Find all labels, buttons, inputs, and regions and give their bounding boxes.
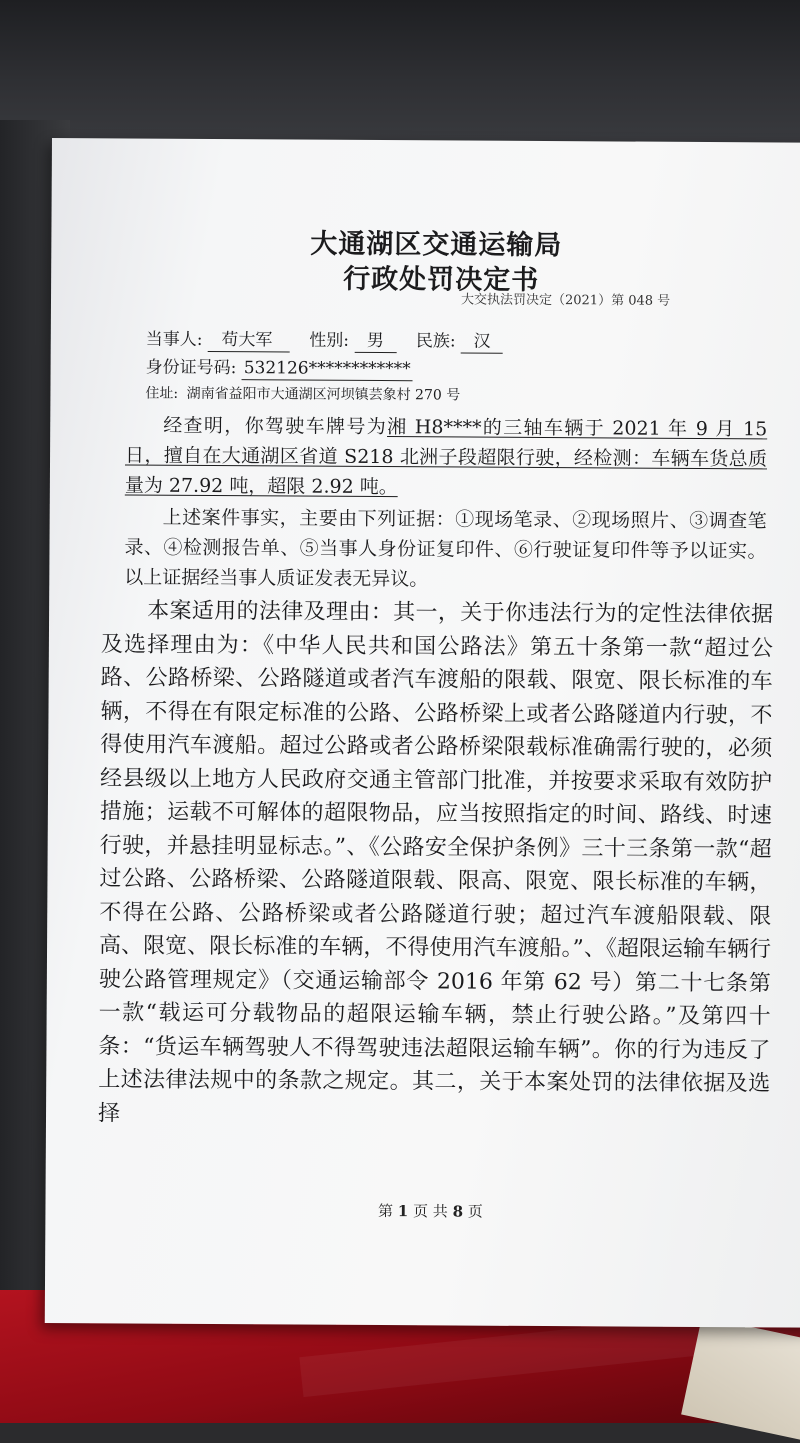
finding-details: 湘 H8****的三轴车辆于 2021 年 9 月 15 日，擅自在大通湖区省道 S218 北洲子段超限行驶，经检测：车辆车货总质量为 27.92 吨，超限 2.92 吨。 [124, 416, 768, 499]
id-number: 532126************ [242, 357, 413, 381]
finding-prefix: 经查明，你驾驶车牌号为 [163, 414, 388, 439]
pale-object [681, 1317, 800, 1443]
ethnicity-label: 民族: [415, 331, 456, 352]
document-type-title: 行政处罚决定书 [343, 263, 540, 296]
party-name: 苟大军 [208, 329, 290, 353]
page-footer [45, 1198, 800, 1224]
id-row [146, 353, 427, 382]
page-current: 1 [397, 1202, 409, 1221]
agency-title: 大通湖区交通运输局 [310, 228, 563, 262]
party-label: 当事人: [145, 329, 203, 350]
gender-label: 性别: [309, 330, 350, 351]
gender-value: 男 [354, 330, 396, 353]
page-total: 8 [452, 1202, 464, 1221]
address-row [145, 383, 460, 405]
legal-basis-paragraph: 本案适用的法律及理由：其一，关于你违法行为的定性法律依据及选择理由为：《中华人民共和国公路法》第五十条第一款“超过公路、公路桥梁、公路隧道或者汽车渡船的限载、限宽、限长标准的车辆，不得在有限定标准的公路、公路桥梁上或者公路隧道内行驶，不得使用汽车渡船。超过公路或者公路桥梁限载标准确需行驶的，必须经县级以上地方人民政府交通主管部门批准，并按要求采取有效防护措施；运载不可解体的超限物品，应当按照指定的时间、路线、时速行驶，并悬挂明显标志。”、《公路安全保护条例》三十三条第一款“超过公路、公路桥梁、公路隧道限载、限高、限宽、限长标准的车辆，不得在公路、公路桥梁或者公路隧道行驶；超过汽车渡船限载、限高、限宽、限长标准的车辆，不得使用汽车渡船。”、《超限运输车辆行驶公路管理规定》（交通运输部令 2016 年第 62 号）第二十七条第一款“载运可分载物品的超限运输车辆，禁止行驶公路。”及第四十条：“货运车辆驾驶人不得驾驶违法超限运输车辆”。你的行为违反了上述法律法规中的条款之规定。其二，关于本案处罚的法律依据及选择 [97, 598, 774, 1126]
party-info-row [146, 325, 517, 354]
document-number: 大交执法罚决定（2021）第 048 号 [460, 292, 671, 309]
address-label: 住址: [145, 385, 179, 402]
id-label: 身份证号码: [145, 357, 237, 379]
footer-prefix: 第 [377, 1202, 394, 1221]
footer-middle: 页 共 [413, 1202, 448, 1221]
finding-paragraph [125, 410, 768, 504]
evidence-paragraph: 上述案件事实，主要由下列证据：①现场笔录、②现场照片、③调查笔录、④检测报告单、⑤当事人身份证复印件、⑥行驶证复印件等予以证实。以上证据经当事人质证发表无异议。 [124, 506, 767, 591]
ethnicity-value: 汉 [461, 331, 503, 354]
address-value: 湖南省益阳市大通湖区河坝镇芸象村 270 号 [186, 385, 461, 404]
footer-suffix: 页 [467, 1202, 483, 1221]
background-desk [0, 0, 800, 150]
document-page [45, 138, 800, 1328]
